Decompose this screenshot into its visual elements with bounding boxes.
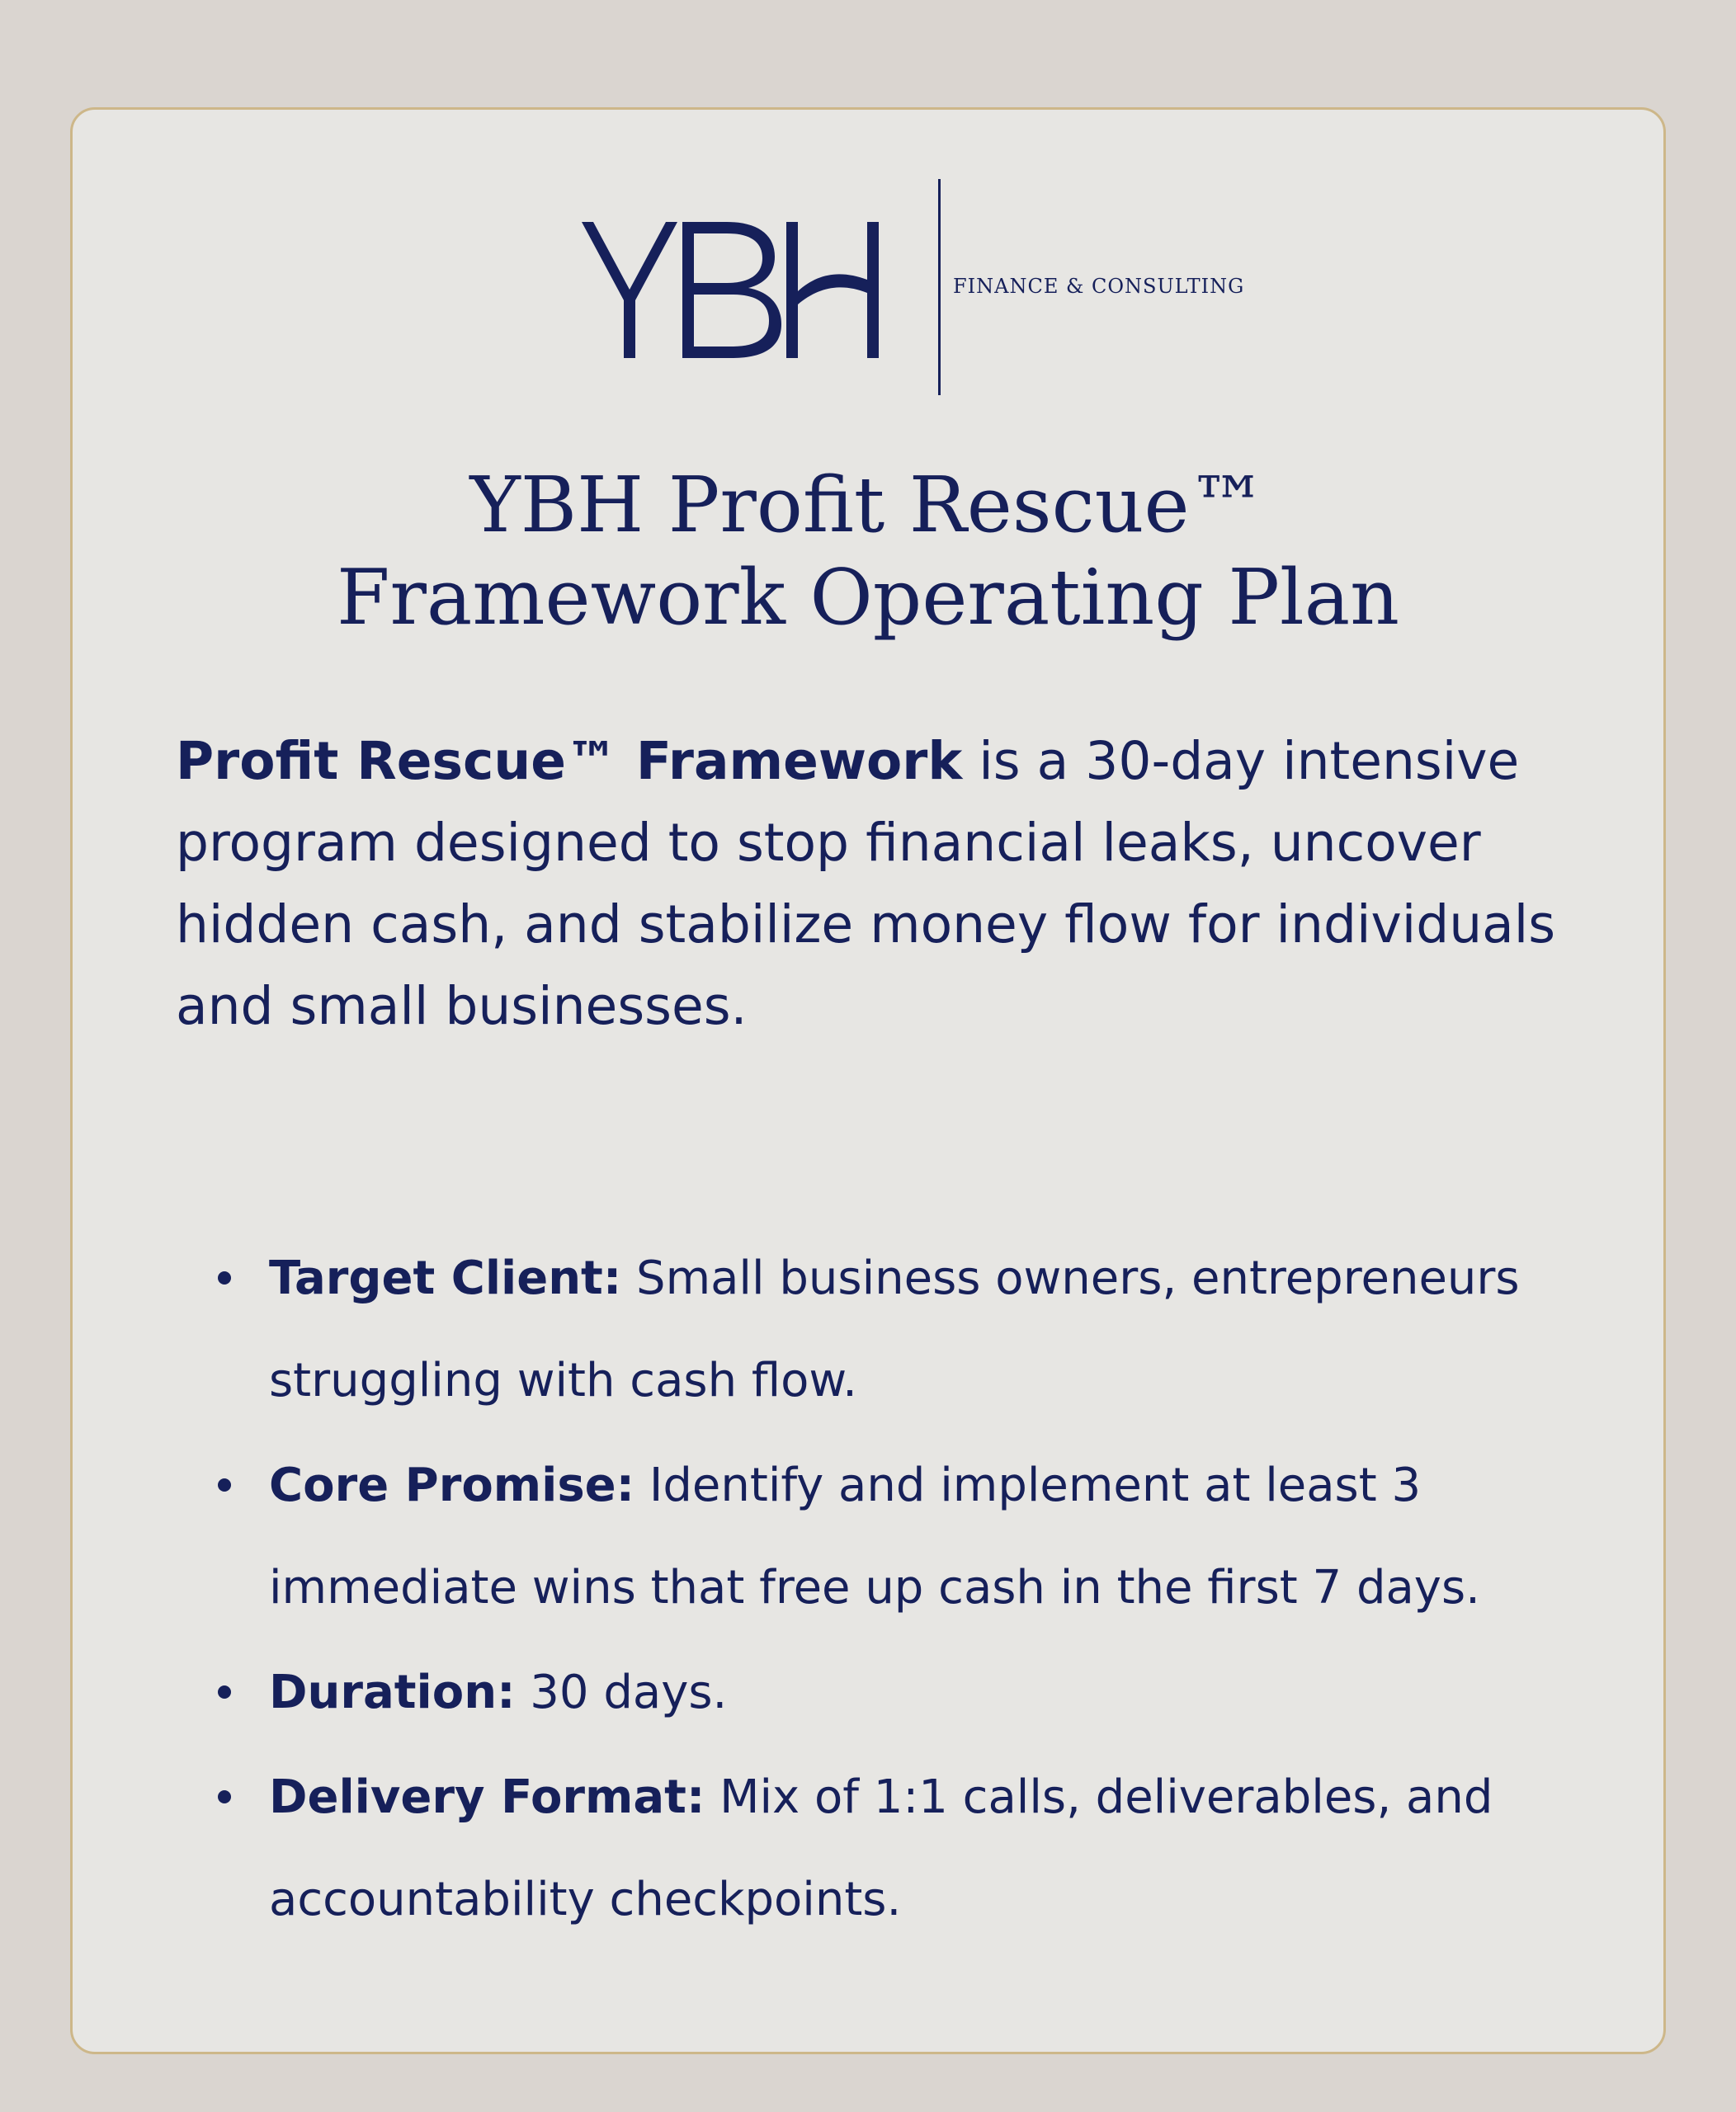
list-item-text: Identify and implement at least 3 immediate wins that free up cash in the first 7 days.: [269, 1459, 1480, 1615]
logo-divider: [938, 179, 941, 395]
list-item-label: Duration:: [269, 1666, 516, 1719]
details-list: [269, 1228, 1622, 1954]
list-item-text: Mix of 1:1 calls, deliverables, and accountability checkpoints.: [269, 1770, 1493, 1926]
document-card: [70, 107, 1666, 2054]
bullet-dot-icon: [218, 1790, 231, 1803]
list-item-duration: [269, 1642, 1622, 1744]
list-item-delivery-format: [269, 1747, 1622, 1951]
ybh-logo: [582, 179, 1245, 395]
list-item-label: Target Client:: [269, 1252, 622, 1305]
list-item-text: 30 days.: [515, 1666, 728, 1719]
title-line-1: YBH Profit Rescue™: [469, 460, 1267, 549]
bullet-dot-icon: [218, 1685, 231, 1699]
bullet-dot-icon: [218, 1478, 231, 1492]
intro-lead: Profit Rescue™ Framework: [176, 731, 963, 791]
logo-tagline: FINANCE & CONSULTING: [953, 275, 1245, 298]
list-item-text: Small business owners, entrepreneurs struggling with cash flow.: [269, 1252, 1520, 1407]
list-item-label: Delivery Format:: [269, 1770, 705, 1824]
intro-paragraph: [176, 720, 1578, 1047]
list-item-target-client: [269, 1228, 1622, 1432]
bullet-dot-icon: [218, 1271, 231, 1285]
intro-text: is a 30-day intensive program designed to stop financial leaks, uncover hidden cash, and stabilize money flow for individuals and small businesses.: [176, 731, 1556, 1036]
list-item-core-promise: [269, 1435, 1622, 1639]
list-item-label: Core Promise:: [269, 1459, 635, 1512]
title-line-2: Framework Operating Plan: [336, 553, 1400, 642]
page-title: [73, 459, 1663, 644]
